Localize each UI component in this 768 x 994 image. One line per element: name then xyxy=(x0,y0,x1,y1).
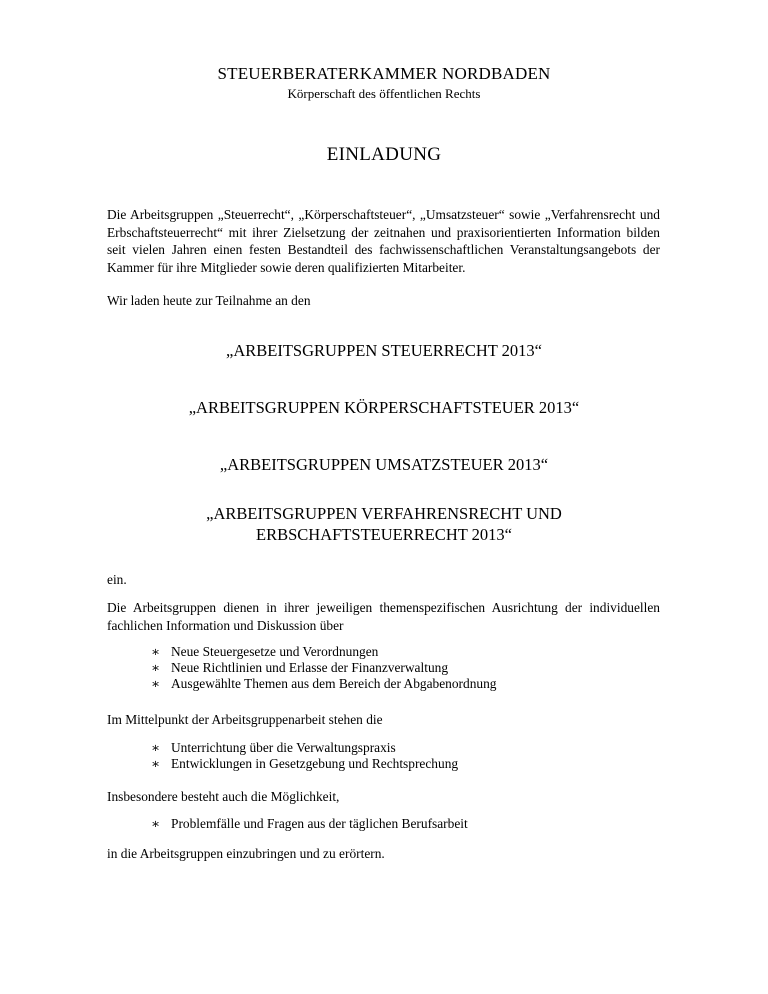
bullet-icon: ∗ xyxy=(151,756,161,772)
purpose-list xyxy=(151,644,497,693)
invite-line: Wir laden heute zur Teilnahme an den xyxy=(107,293,311,308)
list-item-text: Entwicklungen in Gesetzgebung und Rechtsprechung xyxy=(171,756,459,772)
list-item xyxy=(151,756,458,772)
bullet-icon: ∗ xyxy=(151,816,161,831)
group-title-koerperschaftsteuer: „ARBEITSGRUPPEN KÖRPERSCHAFTSTEUER 2013“ xyxy=(188,398,580,417)
possibility-intro: Insbesondere besteht auch die Möglichkeit, xyxy=(107,789,340,804)
org-name: STEUERBERATERKAMMER NORDBADEN xyxy=(217,64,551,83)
org-subtitle: Körperschaft des öffentlichen Rechts xyxy=(287,86,481,101)
possibility-list xyxy=(151,816,468,832)
purpose-paragraph: Die Arbeitsgruppen dienen in ihrer jeweiligen themenspezifischen Ausrichtung der individuellen fachlichen Information und Diskussion über xyxy=(107,600,660,633)
bullet-icon: ∗ xyxy=(151,676,161,692)
ein-line: ein. xyxy=(107,572,127,587)
document-title: EINLADUNG xyxy=(326,144,442,165)
list-item-text: Neue Richtlinien und Erlasse der Finanzverwaltung xyxy=(171,660,449,676)
bullet-icon: ∗ xyxy=(151,660,161,676)
bullet-icon: ∗ xyxy=(151,644,161,659)
list-item xyxy=(151,660,497,676)
list-item xyxy=(151,816,468,832)
list-item-text: Unterrichtung über die Verwaltungspraxis xyxy=(171,740,396,755)
list-item xyxy=(151,740,458,756)
bullet-icon: ∗ xyxy=(151,740,161,755)
focus-intro: Im Mittelpunkt der Arbeitsgruppenarbeit stehen die xyxy=(107,712,383,727)
intro-paragraph: Die Arbeitsgruppen „Steuerrecht“, „Körperschaftsteuer“, „Umsatzsteuer“ sowie „Verfahrensrecht und Erbschaftsteuerrecht“ mit ihrer Zielsetzung der zeitnahen und praxisorientierten Information bilden seit vielen Jahren einen festen Bestandteil des fachwissenschaftlichen Veranstaltungsangebots der Kammer für ihre Mitglieder sowie deren qualifizierten Mitarbeiter. xyxy=(107,207,660,275)
list-item-text: Ausgewählte Themen aus dem Bereich der Abgabenordnung xyxy=(171,676,497,692)
group-title-steuerrecht: „ARBEITSGRUPPEN STEUERRECHT 2013“ xyxy=(226,341,542,360)
focus-list xyxy=(151,740,458,772)
group-title-line-1: „ARBEITSGRUPPEN VERFAHRENSRECHT UND xyxy=(206,504,562,523)
list-item xyxy=(151,644,497,660)
group-title-umsatzsteuer: „ARBEITSGRUPPEN UMSATZSTEUER 2013“ xyxy=(219,455,549,474)
group-title-verfahrensrecht xyxy=(0,503,768,545)
list-item-text: Problemfälle und Fragen aus der täglichen Berufsarbeit xyxy=(171,816,468,831)
group-title-line-2: ERBSCHAFTSTEUERRECHT 2013“ xyxy=(256,525,512,544)
list-item-text: Neue Steuergesetze und Verordnungen xyxy=(171,644,379,659)
closing-line: in die Arbeitsgruppen einzubringen und zu erörtern. xyxy=(107,846,385,861)
list-item xyxy=(151,676,497,692)
